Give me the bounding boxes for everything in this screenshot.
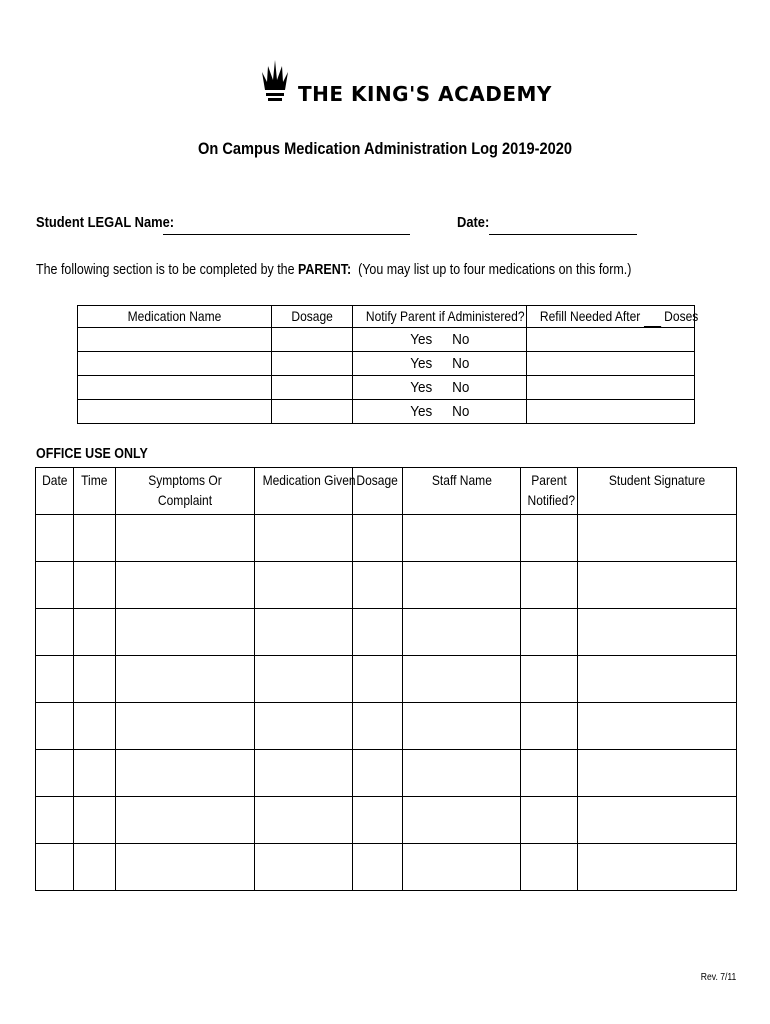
cell[interactable] xyxy=(255,797,353,844)
medication-name-cell[interactable] xyxy=(78,376,272,400)
cell[interactable] xyxy=(255,609,353,656)
cell[interactable] xyxy=(36,703,74,750)
table-row xyxy=(78,400,695,424)
notify-cell xyxy=(353,376,527,400)
cell[interactable] xyxy=(578,515,737,562)
refill-cell[interactable] xyxy=(527,376,695,400)
table-row xyxy=(36,844,737,891)
cell[interactable] xyxy=(36,797,74,844)
cell[interactable] xyxy=(74,844,116,891)
header-medication-given: Medication Given xyxy=(255,468,353,515)
table-row xyxy=(36,656,737,703)
cell[interactable] xyxy=(521,750,578,797)
no-option[interactable]: No xyxy=(451,403,470,420)
cell[interactable] xyxy=(403,750,521,797)
cell[interactable] xyxy=(353,562,403,609)
cell[interactable] xyxy=(521,609,578,656)
cell[interactable] xyxy=(521,562,578,609)
cell[interactable] xyxy=(403,609,521,656)
cell[interactable] xyxy=(74,515,116,562)
header-parent-notified: Parent Notified? xyxy=(521,468,578,515)
medication-table-header xyxy=(78,306,695,328)
cell[interactable] xyxy=(36,562,74,609)
yes-option[interactable]: Yes xyxy=(409,379,432,396)
cell[interactable] xyxy=(36,656,74,703)
cell[interactable] xyxy=(578,609,737,656)
student-name-label: Student LEGAL Name: xyxy=(36,214,175,231)
dosage-cell[interactable] xyxy=(272,328,353,352)
header-refill: Refill Needed After Doses xyxy=(527,306,695,328)
table-row xyxy=(36,797,737,844)
cell[interactable] xyxy=(403,515,521,562)
header-student-signature: Student Signature xyxy=(578,468,737,515)
logo-text: THE KING'S ACADEMY xyxy=(298,82,552,106)
student-name-field[interactable] xyxy=(163,219,410,235)
cell[interactable] xyxy=(578,797,737,844)
office-use-label: OFFICE USE ONLY xyxy=(36,446,148,462)
cell[interactable] xyxy=(353,844,403,891)
header-dosage: Dosage xyxy=(353,468,403,515)
cell[interactable] xyxy=(255,515,353,562)
cell[interactable] xyxy=(578,703,737,750)
dosage-cell[interactable] xyxy=(272,352,353,376)
cell[interactable] xyxy=(578,656,737,703)
cell[interactable] xyxy=(116,797,255,844)
cell[interactable] xyxy=(116,609,255,656)
date-label: Date: xyxy=(457,214,490,231)
academy-logo xyxy=(258,60,552,110)
header-staff-name: Staff Name xyxy=(403,468,521,515)
cell[interactable] xyxy=(74,797,116,844)
notify-cell xyxy=(353,400,527,424)
table-row xyxy=(36,609,737,656)
cell[interactable] xyxy=(255,656,353,703)
table-row xyxy=(78,376,695,400)
cell[interactable] xyxy=(403,562,521,609)
cell[interactable] xyxy=(255,562,353,609)
table-row xyxy=(36,515,737,562)
cell[interactable] xyxy=(255,750,353,797)
page-title: On Campus Medication Administration Log 2019-2020 xyxy=(198,139,572,158)
cell[interactable] xyxy=(403,703,521,750)
header-symptoms: Symptoms Or Complaint xyxy=(116,468,255,515)
refill-cell[interactable] xyxy=(527,400,695,424)
cell[interactable] xyxy=(74,750,116,797)
no-option[interactable]: No xyxy=(451,355,470,372)
parent-instructions: The following section is to be completed by the PARENT: (You may list up to four medications on this form.) xyxy=(36,262,632,278)
cell[interactable] xyxy=(74,609,116,656)
refill-cell[interactable] xyxy=(527,328,695,352)
cell[interactable] xyxy=(403,656,521,703)
date-field[interactable] xyxy=(489,219,637,235)
no-option[interactable]: No xyxy=(451,331,470,348)
crown-icon xyxy=(258,60,292,102)
notify-cell xyxy=(353,328,527,352)
table-row xyxy=(78,328,695,352)
dosage-cell[interactable] xyxy=(272,376,353,400)
cell[interactable] xyxy=(116,750,255,797)
office-table-header xyxy=(36,468,737,515)
cell[interactable] xyxy=(578,562,737,609)
cell[interactable] xyxy=(74,703,116,750)
header-dosage: Dosage xyxy=(272,306,353,328)
cell[interactable] xyxy=(116,562,255,609)
cell[interactable] xyxy=(116,515,255,562)
office-log-table xyxy=(35,467,737,891)
cell[interactable] xyxy=(36,750,74,797)
table-row xyxy=(36,562,737,609)
no-option[interactable]: No xyxy=(451,379,470,396)
table-row xyxy=(78,352,695,376)
cell[interactable] xyxy=(353,609,403,656)
revision-note: Rev. 7/11 xyxy=(700,972,736,983)
cell[interactable] xyxy=(36,609,74,656)
cell[interactable] xyxy=(116,656,255,703)
header-notify-parent: Notify Parent if Administered? xyxy=(353,306,527,328)
cell[interactable] xyxy=(521,656,578,703)
table-row xyxy=(36,750,737,797)
cell[interactable] xyxy=(353,703,403,750)
refill-cell[interactable] xyxy=(527,352,695,376)
table-row xyxy=(36,703,737,750)
cell[interactable] xyxy=(521,797,578,844)
cell[interactable] xyxy=(255,703,353,750)
cell[interactable] xyxy=(353,750,403,797)
cell[interactable] xyxy=(116,703,255,750)
header-time: Time xyxy=(74,468,116,515)
medication-name-cell[interactable] xyxy=(78,328,272,352)
cell[interactable] xyxy=(116,844,255,891)
cell[interactable] xyxy=(521,844,578,891)
cell[interactable] xyxy=(353,656,403,703)
cell[interactable] xyxy=(36,844,74,891)
header-date: Date xyxy=(36,468,74,515)
cell[interactable] xyxy=(403,797,521,844)
yes-option[interactable]: Yes xyxy=(409,331,432,348)
medication-table xyxy=(77,305,699,424)
cell[interactable] xyxy=(521,515,578,562)
yes-option[interactable]: Yes xyxy=(409,355,432,372)
medication-name-cell[interactable] xyxy=(78,400,272,424)
medication-name-cell[interactable] xyxy=(78,352,272,376)
dosage-cell[interactable] xyxy=(272,400,353,424)
cell[interactable] xyxy=(578,844,737,891)
cell[interactable] xyxy=(353,515,403,562)
yes-option[interactable]: Yes xyxy=(409,403,432,420)
header-medication-name: Medication Name xyxy=(78,306,272,328)
cell[interactable] xyxy=(521,703,578,750)
cell[interactable] xyxy=(255,844,353,891)
notify-cell xyxy=(353,352,527,376)
cell[interactable] xyxy=(403,844,521,891)
cell[interactable] xyxy=(353,797,403,844)
cell[interactable] xyxy=(578,750,737,797)
cell[interactable] xyxy=(74,562,116,609)
cell[interactable] xyxy=(74,656,116,703)
cell[interactable] xyxy=(36,515,74,562)
